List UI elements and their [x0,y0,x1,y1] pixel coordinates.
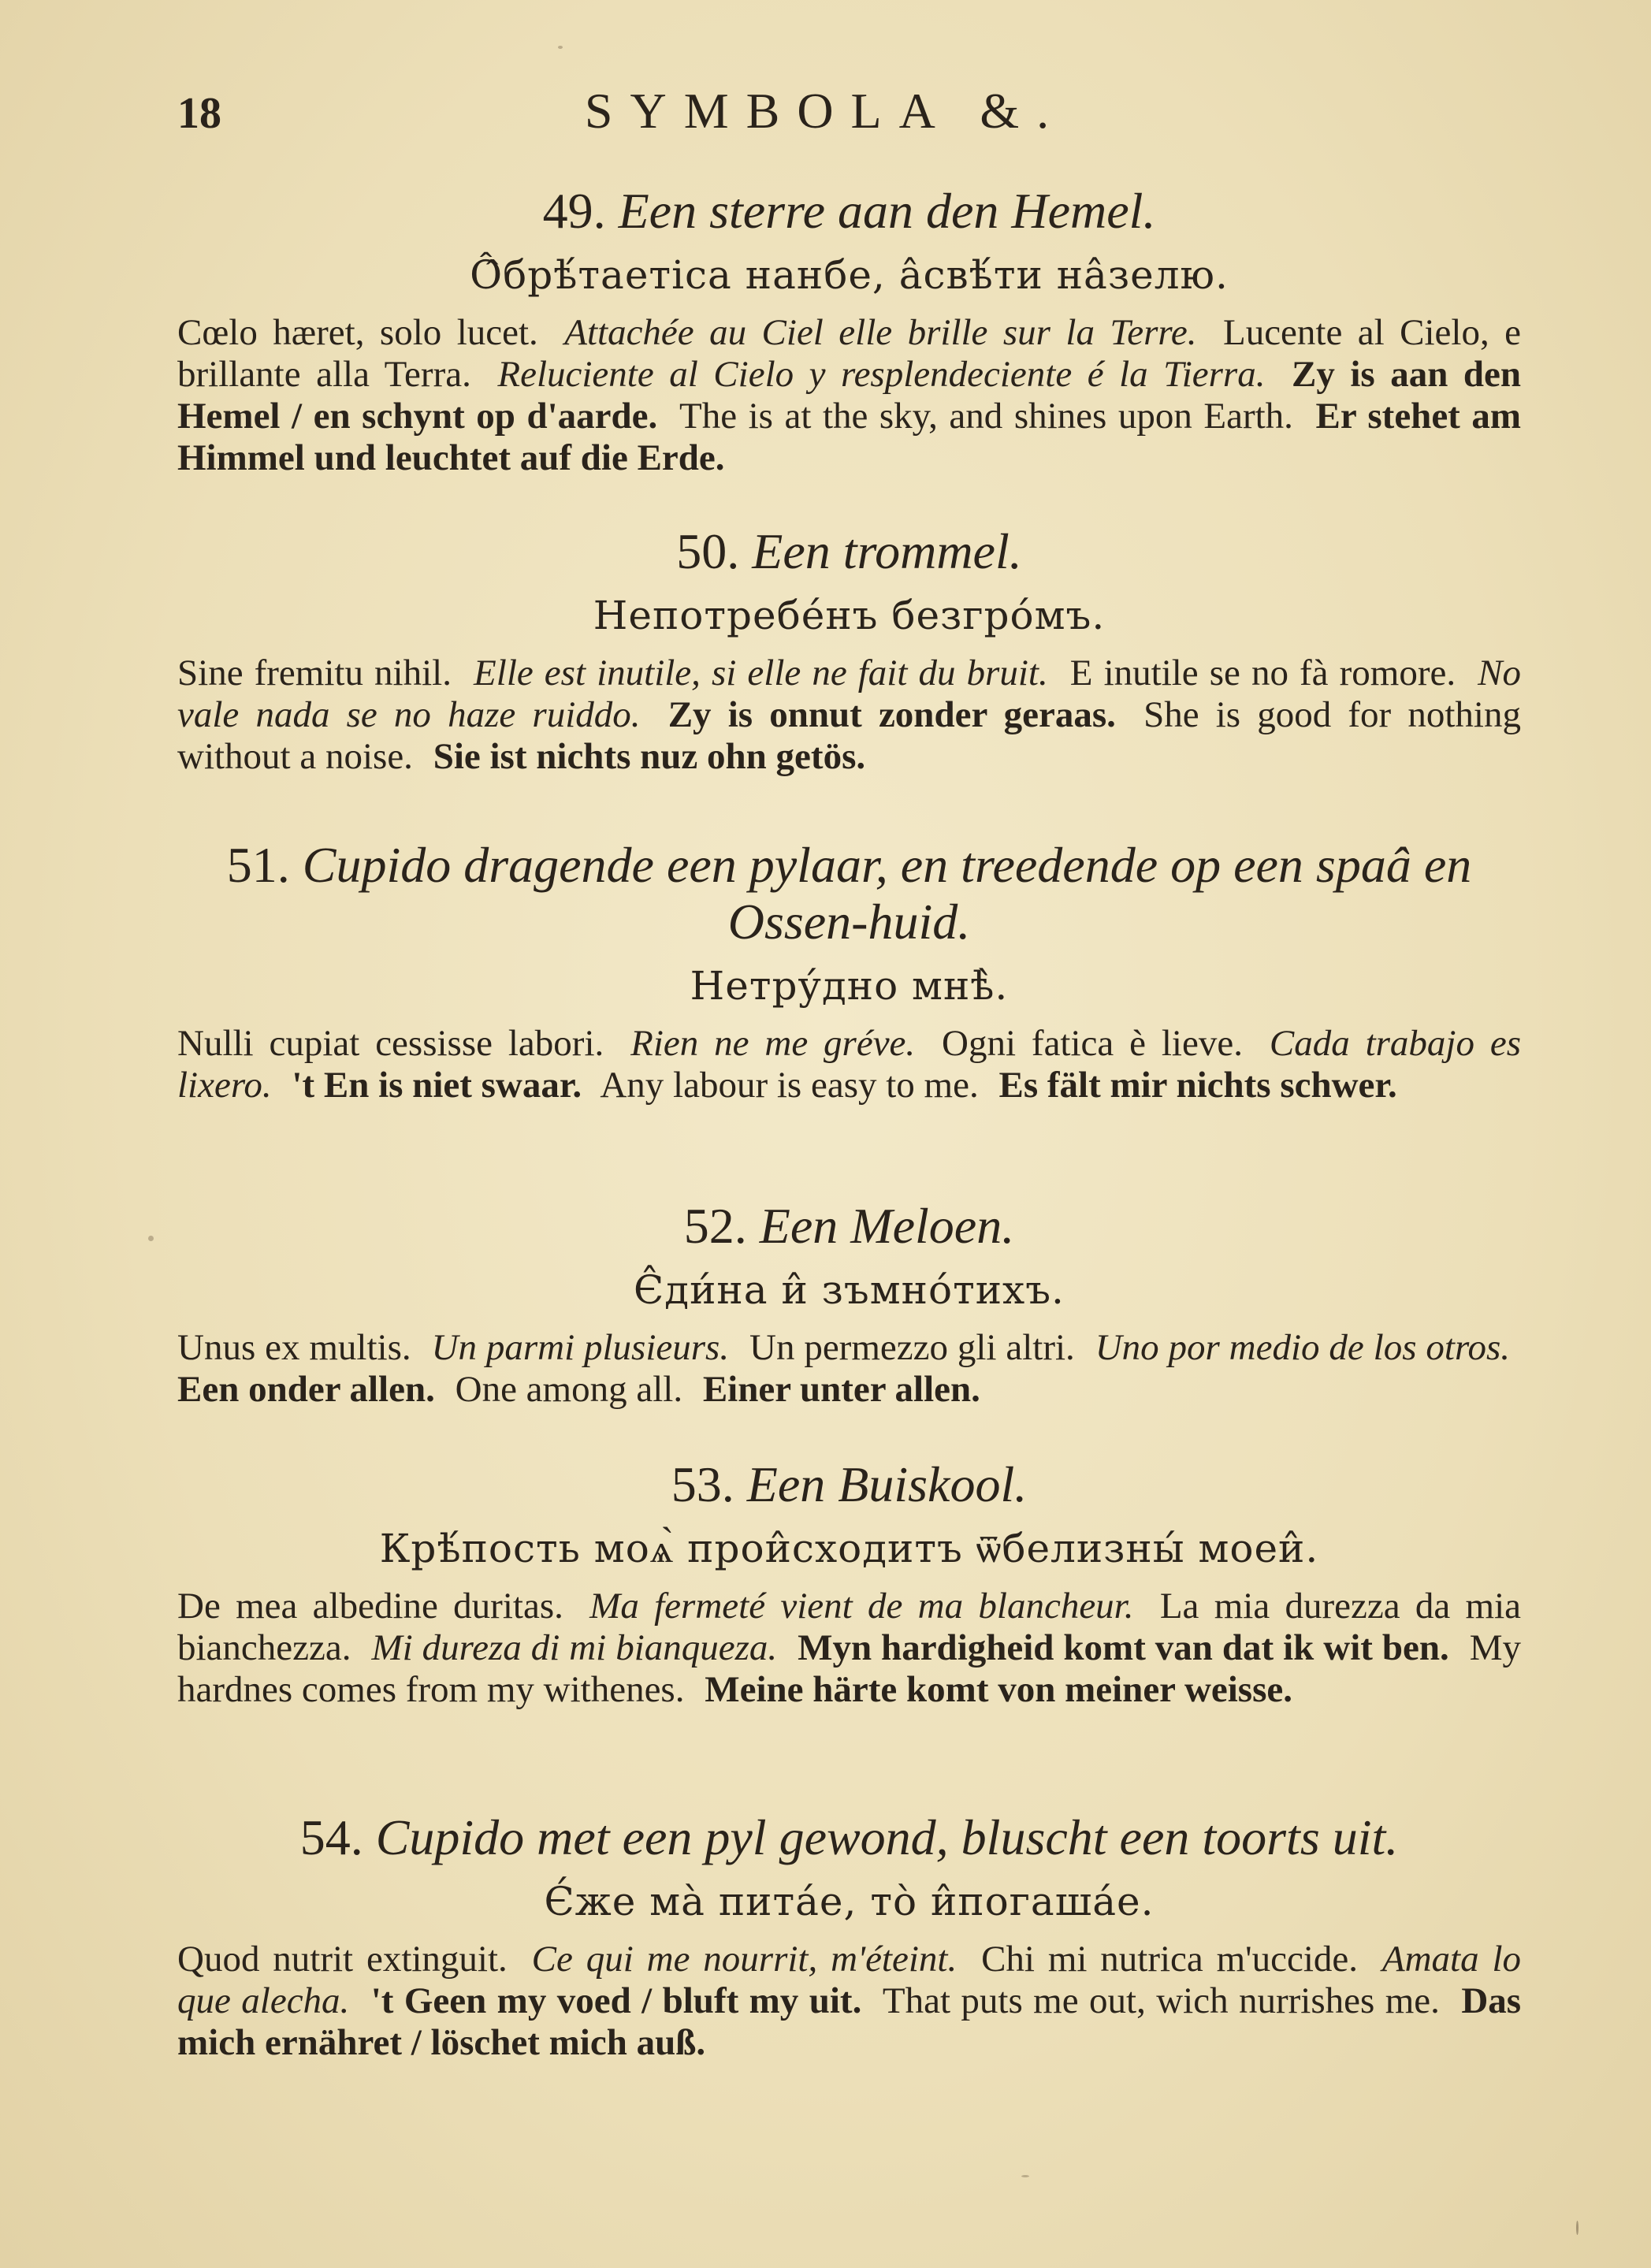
entry-title: 49. Een sterre aan den Hemel. [542,183,1156,239]
slavonic-motto: Непотребе́нъ безгро́мъ. [593,593,1106,638]
slavonic-motto: Ô̂брѣ́таетіса нанбе, а̂свѣ́ти на̂зелю. [470,252,1229,298]
slavonic-motto: Крѣ́пость моѧ̀ прои̂сходитъ ѿбелизны́ моеи̂. [379,1526,1319,1571]
emblem-entry-53 [177,1456,1521,1711]
page-number: 18 [177,89,221,138]
emblem-entry-54 [177,1809,1521,2064]
slavonic-motto: Є̂ди́на и̂ зъмно́тихъ. [634,1267,1065,1313]
entry-translations: De mea albedine duritas. Ma fermeté vient de ma blancheur. La mia durezza da mia bianchezza. Mi dureza di mi bianqueza. Myn hardigheid komt van dat ik wit ben. My hardnes comes from my withenes. Meine härte komt von meiner weisse. [177,1586,1522,1710]
entry-title: 52. Een Meloen. [683,1198,1015,1254]
emblem-entry-51 [177,837,1521,1106]
slavonic-motto: Є́же ма̀ пита́е, то̀ и̂погаша́е. [544,1879,1155,1924]
entry-title: 53. Een Buiskool. [671,1456,1028,1512]
running-title: SYMBOLA &. [584,83,1067,139]
entry-translations: Cœlo hæret, solo lucet. Attachée au Ciel elle brille sur la Terre. Lucente al Cielo, e brillante alla Terra. Reluciente al Cielo y resplendeciente é la Tierra. Zy is aan den Hemel / en schynt op d'aarde. The is at the sky, and shines upon Earth. Er stehet am Himmel und leuchtet auf die Erde. [177,312,1522,478]
emblem-entry-49 [177,183,1521,479]
paper-speck [148,1236,154,1241]
emblem-entry-50 [177,523,1521,778]
entry-translations: Nulli cupiat cessisse labori. Rien ne me gréve. Ogni fatica è lieve. Cada trabajo es lixero. 't En is niet swaar. Any labour is easy to me. Es fält mir nichts schwer. [177,1023,1521,1106]
emblem-entry-52 [177,1198,1521,1411]
paper-speck [1021,2175,1029,2177]
entry-translations: Unus ex multis. Un parmi plusieurs. Un permezzo gli altri. Uno por medio de los otros. Een onder allen. One among all. Einer unter allen. [177,1327,1511,1410]
paper-speck [1576,2221,1578,2235]
entry-title: 51. Cupido dragende een pylaar, en treedende op een spaâ en Ossen-huid. [226,837,1472,950]
slavonic-motto: Нетру́дно мнѣ̀. [690,963,1009,1009]
entry-translations: Sine fremitu nihil. Elle est inutile, si elle ne fait du bruit. E inutile se no fà romore. No vale nada se no haze ruiddo. Zy is onnut zonder geraas. She is good for nothing without a noise. Sie ist nichts nuz ohn getös. [177,653,1522,777]
entry-title: 50. Een trommel. [676,523,1022,579]
paper-speck [558,46,563,49]
entry-title: 54. Cupido met een pyl gewond, bluscht een toorts uit. [299,1809,1399,1865]
entry-translations: Quod nutrit extinguit. Ce qui me nourrit, m'éteint. Chi mi nutrica m'uccide. Amata lo que alecha. 't Geen my voed / bluft my uit. That puts me out, wich nurrishes me. Das mich ernähret / löschet mich auß. [177,1939,1522,2063]
